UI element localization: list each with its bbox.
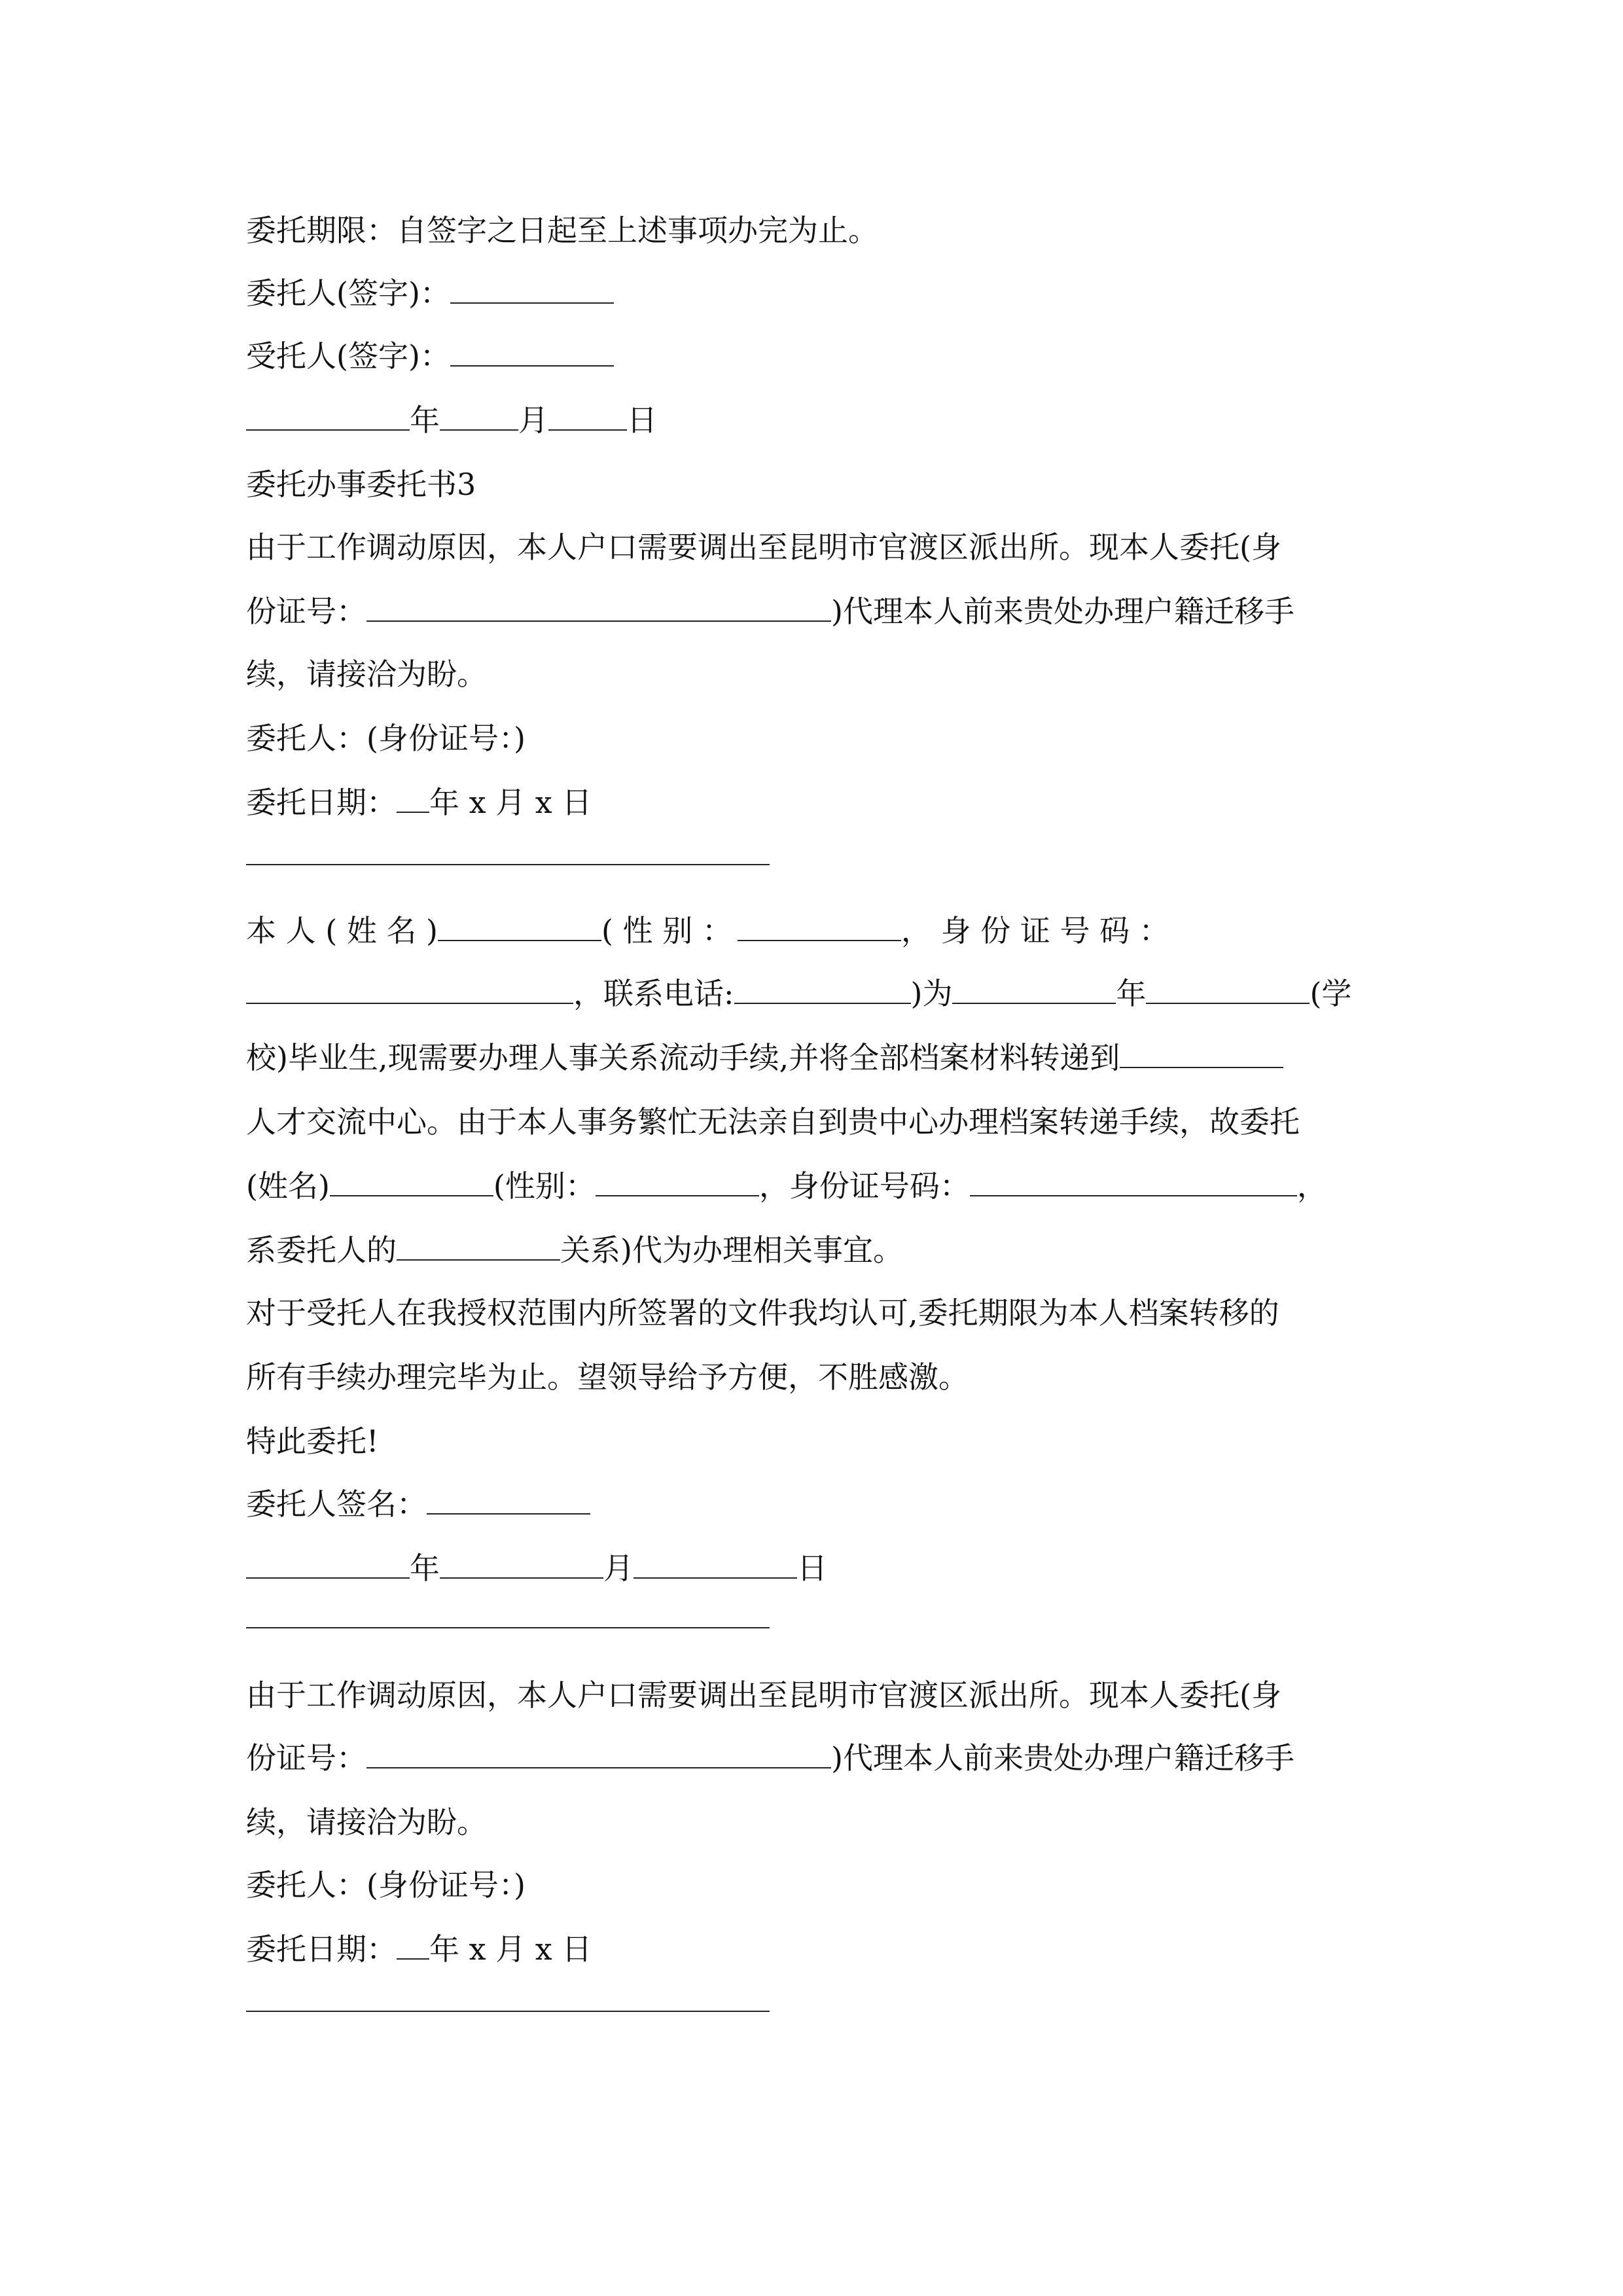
paragraph-line bbox=[246, 1230, 1377, 1270]
paragraph-line bbox=[246, 1738, 1377, 1778]
paragraph-text: 关系)代为办理相关事宜。 bbox=[560, 1232, 903, 1268]
id-label: ，身份证号码： bbox=[758, 1168, 970, 1204]
gender-label: ( 性 别 ： bbox=[601, 913, 732, 948]
paragraph-line bbox=[246, 1038, 1377, 1077]
month-label: 月 bbox=[518, 403, 548, 438]
principal-signature-label: 委托人(签字)： bbox=[246, 276, 450, 311]
principal-signature-line bbox=[246, 274, 1377, 313]
date-line bbox=[246, 1549, 1377, 1588]
closing-line: 特此委托! bbox=[246, 1424, 379, 1459]
year-label: 年 bbox=[1116, 976, 1147, 1011]
relation-blank bbox=[397, 1230, 560, 1261]
name-blank bbox=[330, 1166, 493, 1196]
date-label: 委托日期： bbox=[246, 1931, 397, 1967]
id-label: 份证号： bbox=[246, 1740, 366, 1776]
principal-id-line: 委托人：(身份证号：) bbox=[246, 1867, 526, 1903]
paragraph-text: )为 bbox=[910, 976, 953, 1011]
signature-label: 委托人签名： bbox=[246, 1486, 427, 1522]
name-label: 本 人 ( 姓 名 ) bbox=[246, 913, 438, 948]
paragraph-line bbox=[246, 592, 1377, 631]
paragraph-line: 由于工作调动原因，本人户口需要调出至昆明市官渡区派出所。现本人委托(身 bbox=[246, 1677, 1281, 1713]
id-blank bbox=[366, 592, 831, 622]
phone-blank bbox=[734, 974, 911, 1004]
date-value: 年 x 月 x 日 bbox=[429, 785, 592, 820]
agent-signature-label: 受托人(签字)： bbox=[246, 338, 450, 374]
signature-blank bbox=[450, 336, 614, 367]
principal-signature-line bbox=[246, 1484, 1377, 1524]
signature-blank bbox=[450, 274, 614, 304]
section-title: 委托办事委托书3 bbox=[246, 467, 476, 502]
paragraph-line: 续，请接洽为盼。 bbox=[246, 656, 487, 692]
destination-blank bbox=[1120, 1038, 1283, 1068]
separator-rule bbox=[246, 864, 770, 865]
day-blank bbox=[633, 1549, 797, 1579]
year-label: 年 bbox=[410, 403, 440, 438]
year-label: 年 bbox=[410, 1551, 440, 1586]
paragraph-line bbox=[246, 974, 1377, 1013]
paragraph-text: (学 bbox=[1310, 976, 1352, 1011]
id-blank bbox=[366, 1738, 831, 1768]
day-label: 日 bbox=[797, 1551, 827, 1586]
relation-label: 系委托人的 bbox=[246, 1232, 397, 1268]
year-blank bbox=[952, 974, 1116, 1004]
paragraph-line: 对于受托人在我授权范围内所签署的文件我均认可,委托期限为本人档案转移的 bbox=[246, 1295, 1279, 1331]
id-label: 份证号： bbox=[246, 594, 366, 629]
gender-blank bbox=[738, 911, 901, 941]
paragraph-text: 校)毕业生,现需要办理人事关系流动手续,并将全部档案材料转递到 bbox=[246, 1040, 1120, 1075]
month-blank bbox=[440, 1549, 603, 1579]
gender-blank bbox=[596, 1166, 759, 1196]
separator-rule bbox=[246, 2011, 770, 2012]
term-line: 委托期限：自签字之日起至上述事项办完为止。 bbox=[246, 213, 878, 248]
paragraph-line: 续，请接洽为盼。 bbox=[246, 1804, 487, 1840]
agent-signature-line bbox=[246, 336, 1377, 376]
principal-id-line: 委托人：(身份证号：) bbox=[246, 721, 526, 756]
gender-label: (性别： bbox=[493, 1168, 596, 1204]
year-blank bbox=[397, 783, 429, 813]
school-blank bbox=[1146, 974, 1310, 1004]
paragraph-text: )代理本人前来贵处办理户籍迁移手 bbox=[831, 594, 1294, 629]
commission-date-line bbox=[246, 1929, 1377, 1969]
month-blank bbox=[440, 401, 518, 431]
year-blank bbox=[246, 401, 410, 431]
paragraph-line: 由于工作调动原因，本人户口需要调出至昆明市官渡区派出所。现本人委托(身 bbox=[246, 529, 1281, 565]
phone-label: ，联系电话: bbox=[573, 976, 734, 1011]
paragraph-text: ， bbox=[1296, 1168, 1327, 1204]
paragraph-text: )代理本人前来贵处办理户籍迁移手 bbox=[831, 1740, 1294, 1776]
paragraph-line: 所有手续办理完毕为止。望领导给予方便，不胜感激。 bbox=[246, 1359, 969, 1395]
id-blank bbox=[970, 1166, 1297, 1196]
day-blank bbox=[548, 401, 627, 431]
date-value: 年 x 月 x 日 bbox=[429, 1931, 592, 1967]
separator-rule bbox=[246, 1627, 770, 1628]
year-blank bbox=[246, 1549, 410, 1579]
name-label: (姓名) bbox=[246, 1168, 330, 1204]
signature-blank bbox=[427, 1484, 590, 1515]
month-label: 月 bbox=[603, 1551, 633, 1586]
day-label: 日 bbox=[627, 403, 657, 438]
paragraph-line: 人才交流中心。由于本人事务繁忙无法亲自到贵中心办理档案转递手续，故委托 bbox=[246, 1104, 1300, 1139]
paragraph-line bbox=[246, 911, 1377, 950]
year-blank bbox=[397, 1929, 429, 1960]
date-line bbox=[246, 401, 1377, 440]
name-blank bbox=[438, 911, 601, 941]
commission-date-line bbox=[246, 783, 1377, 822]
paragraph-line bbox=[246, 1166, 1377, 1206]
id-blank bbox=[246, 974, 573, 1004]
id-label: ， 身 份 证 号 码 ： bbox=[901, 913, 1169, 948]
date-label: 委托日期： bbox=[246, 785, 397, 820]
